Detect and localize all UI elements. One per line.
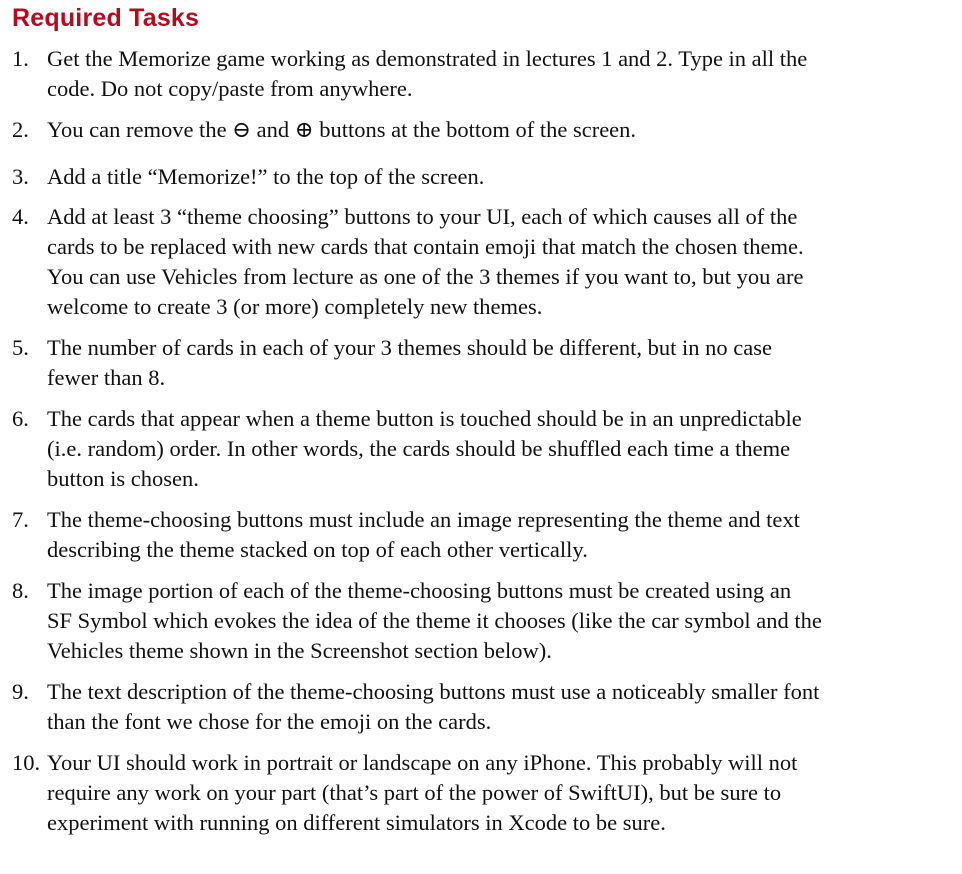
task-item <box>12 333 952 393</box>
task-number: 3. <box>12 164 29 189</box>
task-number: 8. <box>12 578 29 603</box>
task-item <box>12 404 952 494</box>
task-text: You can remove the ⊖ and ⊕ buttons at the bottom of the screen. <box>47 117 637 142</box>
task-number: 10. <box>12 750 41 775</box>
task-item <box>12 576 952 666</box>
task-list <box>12 44 952 838</box>
task-item <box>12 44 952 104</box>
task-text: Your UI should work in portrait or landscape on any iPhone. This probably will not require any work on your part (that’s part of the power of SwiftUI), but be sure to experiment with running on different simulators in Xcode to be sure. <box>47 750 798 835</box>
section-heading: Required Tasks <box>12 4 200 32</box>
task-item <box>12 115 952 145</box>
task-number: 5. <box>12 335 29 360</box>
task-text: The number of cards in each of your 3 themes should be different, but in no case fewer than 8. <box>47 335 772 390</box>
task-text: Add at least 3 “theme choosing” buttons to your UI, each of which causes all of the cards to be replaced with new cards that contain emoji that match the chosen theme. You can use Vehicles from lecture as one of the 3 themes if you want to, but you are welcome to create 3 (or more) completely new themes. <box>47 204 804 319</box>
task-number: 9. <box>12 679 29 704</box>
task-text: The cards that appear when a theme button is touched should be in an unpredictable (i.e. random) order. In other words, the cards should be shuffled each time a theme button is chosen. <box>47 406 802 491</box>
task-item <box>12 505 952 565</box>
task-number: 1. <box>12 46 29 71</box>
task-text: The theme-choosing buttons must include an image representing the theme and text describing the theme stacked on top of each other vertically. <box>47 507 800 562</box>
task-item <box>12 202 952 322</box>
task-text: Get the Memorize game working as demonstrated in lectures 1 and 2. Type in all the code. Do not copy/paste from anywhere. <box>47 46 808 101</box>
task-text: Add a title “Memorize!” to the top of the screen. <box>47 164 485 189</box>
task-item <box>12 677 952 737</box>
task-item <box>12 748 952 838</box>
task-number: 7. <box>12 507 29 532</box>
document <box>12 2 952 849</box>
task-text: The image portion of each of the theme-choosing buttons must be created using an SF Symbol which evokes the idea of the theme it chooses (like the car symbol and the Vehicles theme shown in the Screenshot section below). <box>47 578 822 663</box>
task-number: 6. <box>12 406 29 431</box>
task-item <box>12 162 952 192</box>
task-number: 4. <box>12 204 29 229</box>
task-text: The text description of the theme-choosing buttons must use a noticeably smaller font than the font we chose for the emoji on the cards. <box>47 679 820 734</box>
task-number: 2. <box>12 117 29 142</box>
